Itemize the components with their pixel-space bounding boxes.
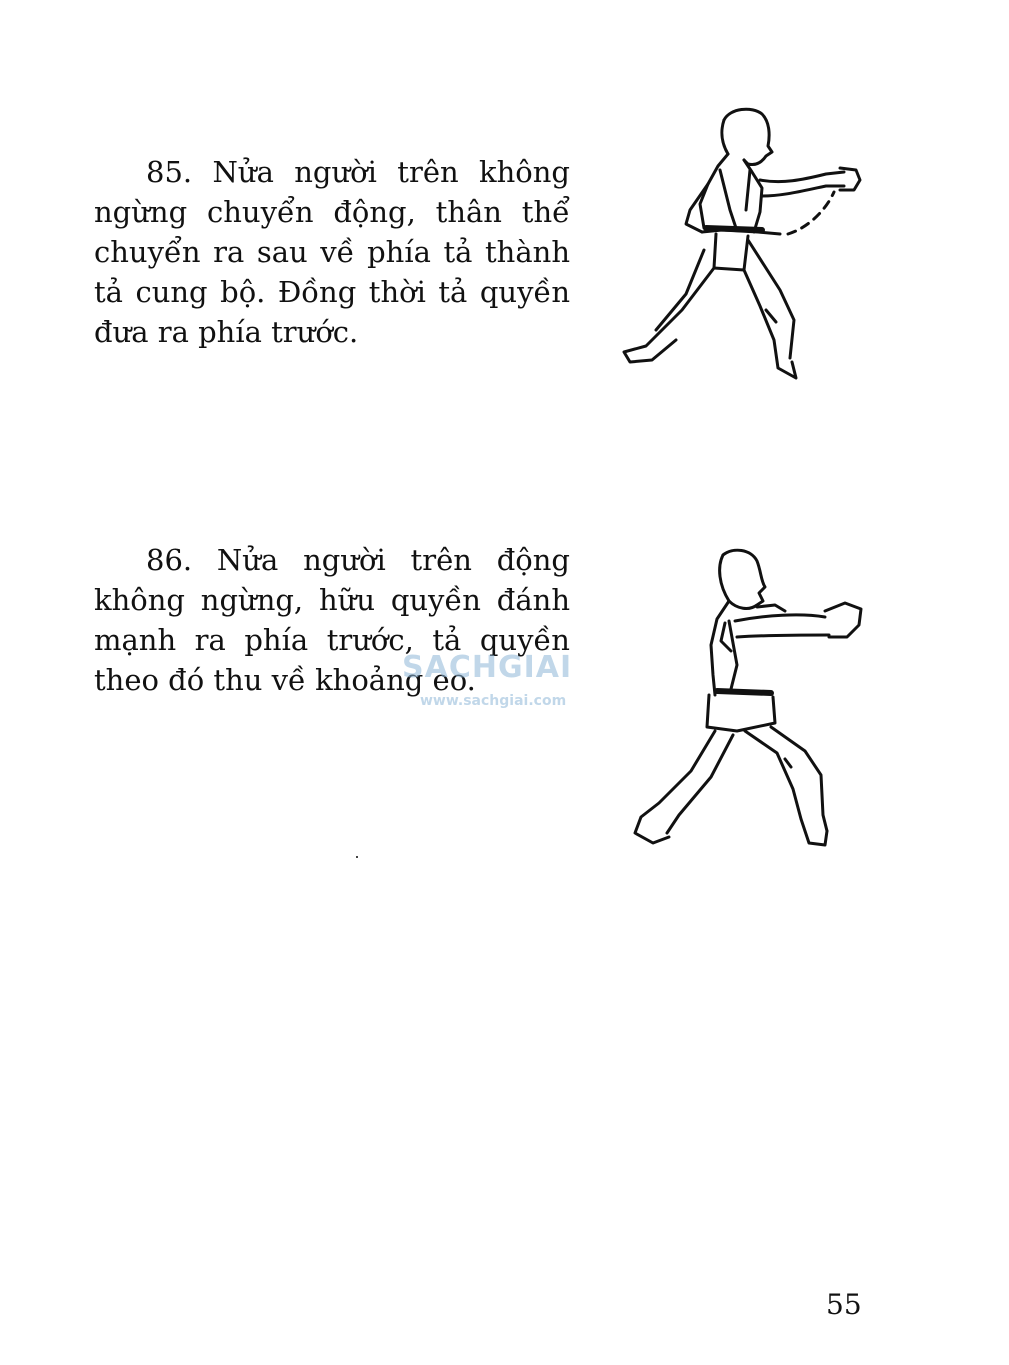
watermark xyxy=(402,650,612,730)
stray-dot xyxy=(356,856,358,858)
watermark-logo: SACHGIAI xyxy=(402,650,573,685)
martial-arts-figure-86 xyxy=(625,545,870,855)
watermark-url: www.sachgiai.com xyxy=(420,693,567,709)
step-86-text: 86. Nửa người trên động không ngừng, hữu quyền đánh mạnh ra phía trước, tả quyền theo đó thu về khoảng eo. xyxy=(94,543,570,697)
martial-arts-figure-85 xyxy=(612,100,872,390)
step-85-text: 85. Nửa người trên không ngừng chuyển động, thân thể chuyển ra sau về phía tả thành tả cung bộ. Đồng thời tả quyền đưa ra phía trước. xyxy=(94,155,570,349)
page-number: 55 xyxy=(826,1288,862,1321)
